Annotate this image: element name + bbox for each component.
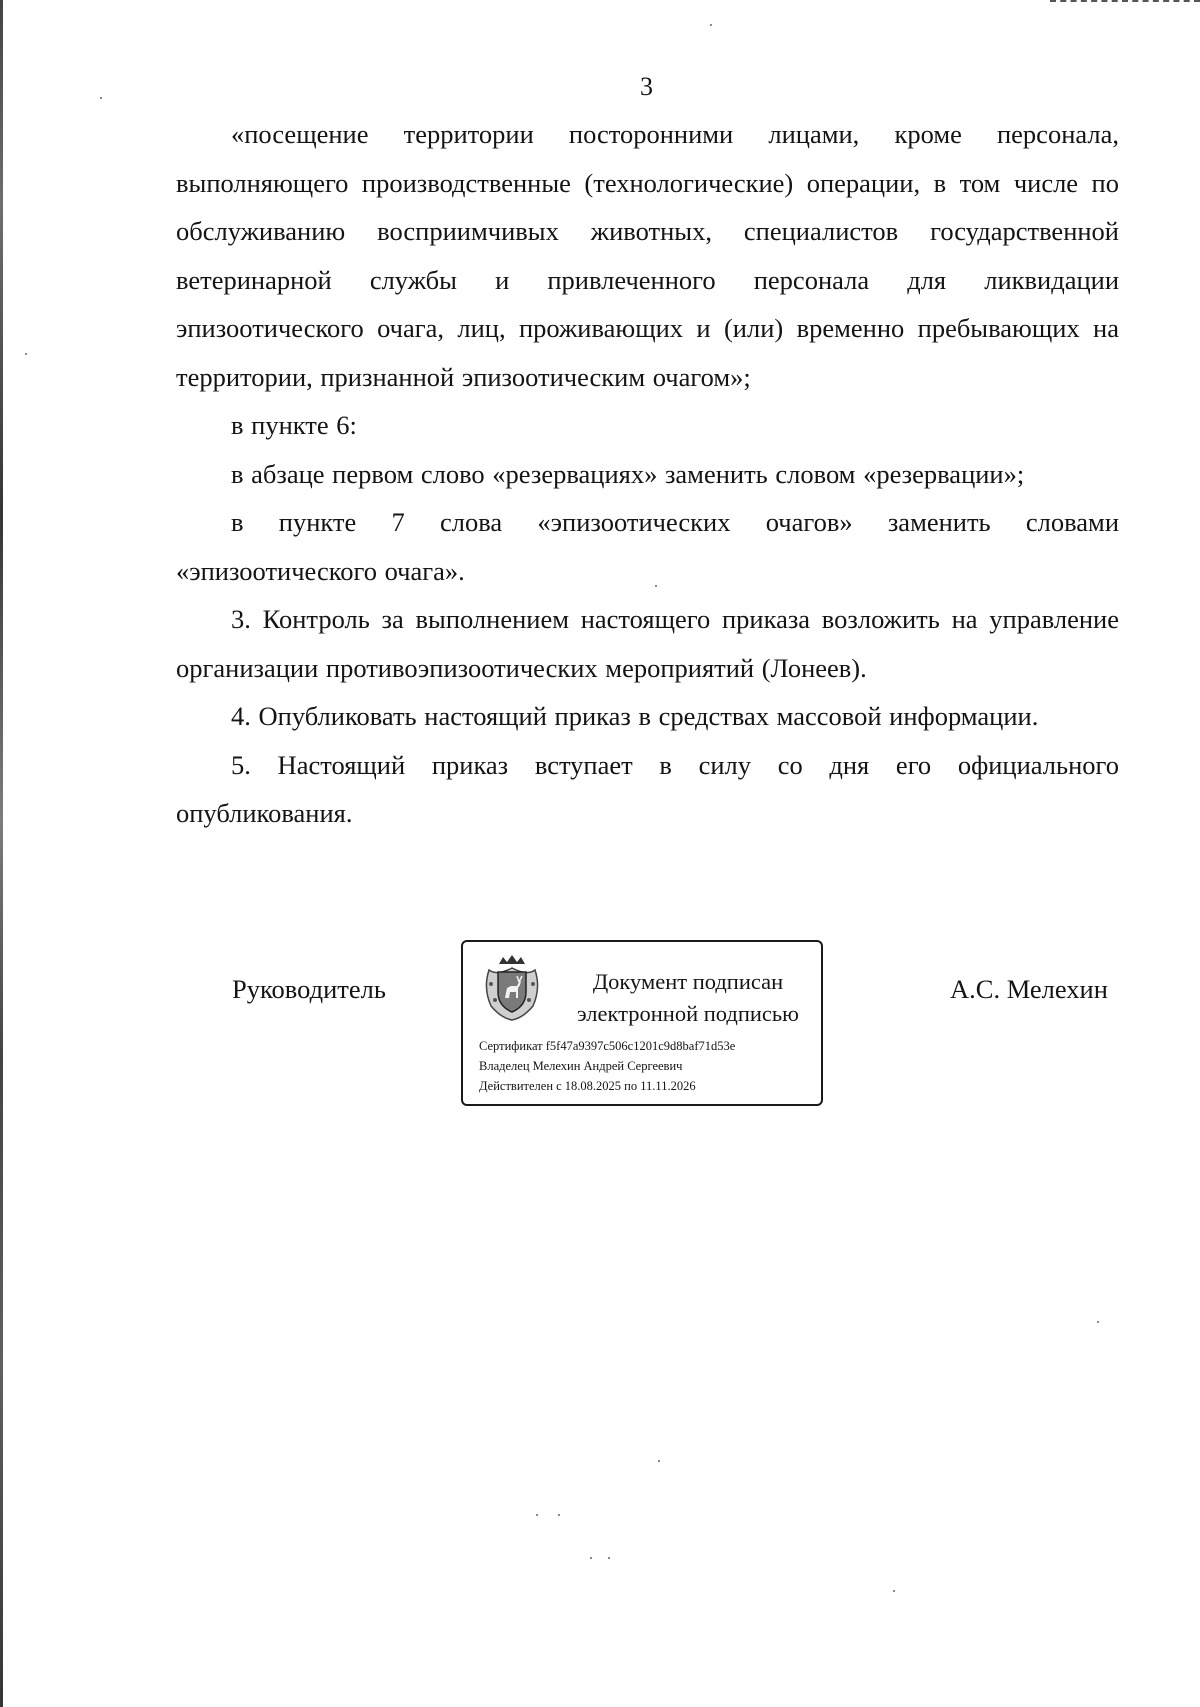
scan-speck: [558, 1514, 560, 1516]
body-paragraph: 4. Опубликовать настоящий приказ в средствах массовой информации.: [231, 701, 1039, 731]
body-paragraph: 3. Контроль за выполнением настоящего приказа возложить на управление организации противоэпизоотических мероприятий (Лонеев).: [176, 604, 1119, 683]
scan-speck: [536, 1514, 538, 1516]
body-paragraph: «посещение территории посторонними лицами, кроме персонала, выполняющего производственные (технологические) операции, в том числе по обслуживанию восприимчивых животных, специалистов государственной ветеринарной службы и привлеченного персонала для ликвидации эпизоотического очага, лиц, проживающих и (или) временно пребывающих на территории, признанной эпизоотическим очагом»;: [176, 119, 1119, 392]
scan-top-artifact: [1050, 0, 1200, 4]
scan-speck: [1097, 1321, 1099, 1323]
coat-of-arms-emblem-icon: [481, 954, 543, 1022]
scan-speck: [710, 24, 712, 26]
scan-edge-artifact: [0, 0, 3, 1707]
esign-owner: Владелец Мелехин Андрей Сергеевич: [479, 1059, 683, 1073]
scan-speck: [658, 1460, 660, 1462]
esign-title: [563, 966, 813, 1030]
scan-speck: [608, 1557, 610, 1559]
document-body: [176, 110, 1119, 838]
esign-details: [479, 1036, 735, 1096]
esign-validity: Действителен с 18.08.2025 по 11.11.2026: [479, 1079, 696, 1093]
body-paragraph: 5. Настоящий приказ вступает в силу со дня его официального опубликования.: [176, 749, 1119, 828]
esign-title-line: электронной подписью: [577, 1001, 799, 1026]
page-number: 3: [640, 72, 653, 101]
body-paragraph: в абзаце первом слово «резервациях» заменить словом «резервации»;: [231, 458, 1025, 489]
scan-speck: [25, 353, 27, 355]
body-paragraph: в пункте 7 слова «эпизоотических очагов» заменить словами «эпизоотического очага».: [176, 507, 1119, 586]
signer-role: Руководитель: [232, 974, 386, 1004]
scan-speck: [590, 1557, 592, 1559]
signature-block: [0, 940, 1200, 1120]
scan-speck: [893, 1590, 895, 1592]
esign-title-line: Документ подписан: [592, 969, 784, 994]
body-paragraph: в пункте 6:: [231, 410, 357, 440]
signer-name: А.С. Мелехин: [950, 974, 1108, 1004]
electronic-signature-stamp: [461, 940, 823, 1106]
esign-certificate: Сертификат f5f47a9397c506c1201c9d8baf71d53e: [479, 1039, 736, 1053]
